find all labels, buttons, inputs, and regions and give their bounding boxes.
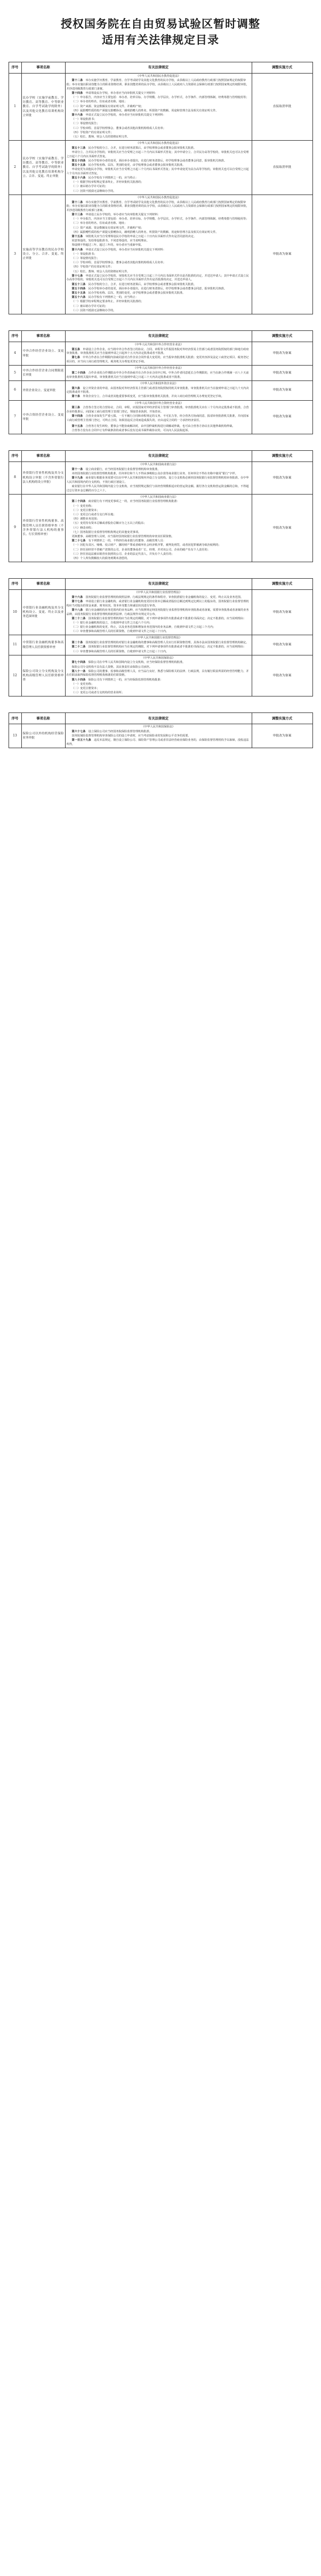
law-article [67, 609, 251, 617]
article-number: 第十六条 [71, 113, 83, 117]
law-source: 《中华人民共和国保险法》 [141, 725, 175, 729]
header-provisions: 有关法律规定 [65, 579, 252, 590]
article-text: 举办实施学历教育、学前教育、自学考试助学及其他文化教育的民办学校，由县级以上人民政府教育行政部门按照国家规定的权限审批；举办实施以职业技能为主的职业资格培训、职业技能培训的民办学校，由县级以上人民政府人力资源社会保障行政部门按照国家规定的权限审批，并抄送同级教育行政部门备案。 [66, 79, 249, 91]
law-article [67, 291, 251, 296]
law-article [67, 114, 251, 118]
article-number: 第二十四条 [71, 371, 86, 375]
regulation-tables [0, 62, 321, 749]
law-provisions [65, 195, 252, 314]
law-article [67, 415, 251, 423]
table-header-row [9, 450, 312, 461]
regulation-table [9, 712, 313, 748]
law-provisions [65, 342, 252, 365]
law-clause: （四）属捐赠性质的校产须提交捐赠协议，载明捐赠人的姓名、所捐资产的数额、用途和管理方法及相关有效证明文件。 [71, 109, 219, 112]
header-adjustment: 调整实施方式 [252, 330, 312, 342]
article-number: 第十七条 [71, 274, 83, 278]
law-clause: （七）国务院银行业监督管理机构规定的其他变更事项。 [71, 530, 141, 534]
law-clause: （三）资产来源、资金数额及有效证明文件，并载明产权； [71, 226, 144, 230]
law-article [67, 147, 251, 151]
law-clause: （三）因资不抵债无法继续办学的。 [71, 309, 116, 312]
adjustment-mode: 直接取消审批 [252, 141, 312, 195]
item-name: 实施高等学历教育的民办学校设立、分立、合并、变更、终止审批 [21, 195, 65, 314]
law-clause: （二）担任因经营不善破产清算的公司、企业的董事或者厂长、经理，并对该公司、企业的破产负有个人责任的； [71, 548, 210, 552]
law-clause: （二）举办者的姓名、住址或者名称、地址； [71, 100, 127, 104]
law-article [67, 248, 251, 253]
item-name: 中外合资经营企业设立、变更审批 [21, 400, 65, 434]
law-clause: （三）因资不抵债无法继续办学的。 [71, 189, 116, 193]
law-clause: （二）变更注册资本； [71, 687, 100, 690]
law-clause: （三）学校章程、首届学校理事会、董事会或者其他决策机构组成人员名单； [71, 261, 166, 265]
article-text: 申请筹设民办学校，举办者应当向审批机关提交下列材料： [85, 92, 158, 95]
article-text: 申请正式设立民办学校的，举办者应当向审批机关提交下列材料： [85, 248, 166, 252]
law-clause: （二）银行业金融机构的变更、终止，以及业务范围和增加业务范围内的业务品种，自收到申请文件之日起三个月内； [71, 626, 216, 629]
law-provisions [65, 380, 252, 400]
article-text: 设立保险公司应当经国务院保险监督管理机构批准。 [88, 730, 152, 734]
adjustment-mode: 审批改为备案 [252, 400, 312, 434]
law-article [67, 176, 251, 181]
header-provisions: 有关法律规定 [65, 450, 252, 461]
law-clause: （二）举办者的姓名、住址或者名称、地址； [71, 222, 127, 225]
article-number: 第十四条 [71, 415, 83, 418]
article-number: 第五十四条 [71, 159, 86, 163]
law-clause: （一）筹设批准书； [71, 118, 97, 121]
article-text: 合营各方签订的合营协议、合同、章程，应报国家对外经济贸易主管部门审查批准。审查批准机关应在三个月内决定批准或不批准。合营企业经批准后，向国家工商行政管理主管部门登记，领取营业执照，开始营业。 [66, 406, 249, 414]
law-article [67, 213, 251, 217]
law-article [67, 730, 251, 734]
regulation-table [9, 62, 313, 314]
header-item-name: 事项名称 [21, 450, 65, 461]
article-number: 第二十四条 [71, 500, 86, 504]
page-break [0, 562, 321, 578]
article-text: 申请设立银行业金融机构，或者银行业金融机构变更持有资本总额或者股份总额达到规定比例以上的股东的，国务院银行业监督管理机构应当对股东的资金来源、财务状况、资本补充能力和诚信状况进行审查。 [66, 600, 249, 607]
item-name: 外资企业设立、变更审批 [21, 380, 65, 400]
adjustment-mode: 审批改为备案 [252, 655, 312, 696]
law-clause: （一）根据学校章程规定要求终止，并经审批机关批准的； [71, 300, 144, 304]
item-name: 民办学校（实施学前教育、学历教育、高等教育、中等职业教育、自学考试助学的除外）以及其他文化教育培训机构设立审批 [21, 73, 65, 140]
header-item-name: 事项名称 [21, 330, 65, 342]
article-number: 第十五条 [71, 235, 83, 238]
article-text: 民办学校的分立、合并，在进行财务清算后，由学校理事会或者董事会报审批机关批准。 [88, 282, 196, 286]
law-clause: 国务院保险监督管理机构审查保险公司的设立申请时，应当考虑保险业的发展和公平竞争的需要。 [71, 734, 191, 738]
item-name: 保险公司以外的机构经营保险业务审批 [21, 724, 65, 748]
article-text: 设立外资企业的申请，由国务院对外经济贸易主管部门或者国务院授权的机关审查批准。审查批准机关应当在接到申请之日起九十天内决定批准或者不批准。 [66, 386, 249, 394]
article-text: 商业银行根据业务需要可以在中华人民共和国境内外设立分支机构。设立分支机构必须经国务院银行业监督管理机构审查批准。在中华人民共和国境内的分支机构，不按行政区划设立。 [66, 476, 249, 484]
law-article [67, 641, 251, 645]
article-text: 合营企业如发生严重亏损、一方不履行合同和章程规定的义务、不可抗力等，经合营各方协商同意，报请审查批准机关批准，并向国家工商行政管理主管部门登记，可终止合同。如果因违反合同而造成损失的，应由违反合同的一方承担经济责任。 [66, 415, 249, 422]
article-number: 第五十三条 [71, 146, 86, 150]
article-number: 第十二条 [71, 200, 83, 204]
law-article [67, 164, 251, 168]
article-number: 第十三条 [71, 213, 83, 217]
law-provisions [65, 141, 252, 195]
header-no: 序号 [9, 330, 21, 342]
header-provisions: 有关法律规定 [65, 330, 252, 342]
article-text: 举办实施学历教育、学前教育、自学考试助学及其他文化教育的民办学校，由县级以上人民政府教育行政部门按照国家规定的权限审批；举办实施以职业技能为主的职业资格培训、职业技能培训的民办学校，由县级以上人民政府人力资源社会保障行政部门按照国家规定的权限审批，并抄送同级教育行政部门备案。 [66, 200, 249, 212]
law-clause: （三）学校章程、首届学校理事会、董事会或者其他决策机构组成人员名单； [71, 126, 166, 130]
law-clause: （三）变更公司或者分支机构的营业场所； [71, 691, 125, 695]
title-line-1: 授权国务院在自由贸易试验区暂时调整 [61, 17, 260, 31]
article-number: 第十六条 [71, 248, 83, 252]
law-article [67, 235, 251, 239]
article-number: 第十二条 [71, 79, 83, 83]
law-article [67, 678, 251, 683]
row-number: 7 [9, 400, 21, 434]
header-provisions: 有关法律规定 [65, 62, 252, 73]
law-clause: 未经国务院银行业监督管理机构批准，任何单位和个人不得从事吸收公众存款等商业银行业务，任何单位不得在名称中使用“银行”字样。 [71, 472, 238, 475]
law-article [67, 287, 251, 291]
law-article [67, 739, 251, 747]
article-number: 第五十四条 [71, 287, 86, 290]
law-provisions [65, 461, 252, 494]
law-article [67, 645, 251, 650]
adjustment-mode: 审批改为备案 [252, 342, 312, 365]
law-clause: （一）根据学校章程规定要求终止，并经审批机关批准的； [71, 181, 144, 184]
article-number: 第五十三条 [71, 282, 86, 286]
law-source: 《中华人民共和国外资企业法》 [139, 382, 178, 385]
law-article [67, 661, 251, 665]
law-clause: （五）校长、教师、财会人员的资格证明文件。 [71, 135, 130, 139]
adjustment-mode: 审批改为备案 [252, 590, 312, 635]
article-number: 第二十二条 [71, 645, 86, 649]
law-article [67, 617, 251, 621]
article-text: 外资企业分立、合并或者其他重要事项变更，应当报审查批准机关批准，并向工商行政管理机关办理变更登记手续。 [83, 395, 224, 399]
article-number: 第六十七条 [71, 730, 86, 734]
row-number: 3 [9, 195, 21, 314]
law-provisions [65, 494, 252, 562]
table-header-row [9, 579, 312, 590]
law-clause: 保险公司分支机构不具有法人资格，其民事责任由保险公司承担。 [71, 665, 152, 669]
table-row [9, 141, 312, 195]
article-number: 第五条 [71, 347, 81, 351]
header-no: 序号 [9, 579, 21, 590]
law-clause: （一）变更名称； [71, 504, 94, 508]
law-source: 《中华人民共和国民办教育促进法》 [136, 142, 181, 145]
law-clause: （六）修改章程； [71, 526, 94, 530]
article-text: 国务院银行业监督管理机构应当在规定的期限，对下列申请事项作出批准或者不批准的书面决定；决定不批准的，应当说明理由： [88, 645, 246, 649]
article-text: 申请设立民办学校的，举办者应当向审批机关提交下列材料： [85, 213, 160, 217]
law-clause: （一）因犯有贪污、贿赂、侵占财产、挪用财产罪或者破坏社会经济秩序罪，被判处刑罚，或者因犯罪被剥夺政治权利的； [71, 544, 221, 547]
article-text: 民办学校举办者的变更，须由举办者提出，在进行财务清算后，经学校理事会或者董事会同意，报审批机关核准。 [88, 287, 227, 290]
law-source: 《中华人民共和国商业银行法》 [139, 463, 178, 466]
adjustment-mode: 审批改为备案 [252, 635, 312, 655]
law-article [67, 371, 251, 379]
article-number: 第五十六条 [71, 296, 86, 299]
table-row [9, 366, 312, 381]
law-provisions [65, 655, 252, 696]
article-number: 第十一条 [71, 467, 83, 471]
table-row [9, 635, 312, 655]
item-name: 中资银行业金融机构及其分支机构设立、变更、终止以及业务范围审批 [21, 590, 65, 635]
law-source: 《中华人民共和国银行业监督管理法》 [134, 591, 182, 595]
article-number: 第十条 [71, 395, 81, 399]
article-number: 第五十六条 [71, 176, 86, 180]
article-number: 第五十五条 [71, 164, 86, 167]
page-break [0, 696, 321, 712]
law-source: 《中华人民共和国商业银行法》 [139, 495, 178, 499]
law-clause: 筹设期不得超过三年。超过三年的，举办者应当重新申报。 [71, 244, 144, 247]
law-clause: （二）被吊销办学许可证的； [71, 185, 108, 189]
law-clause: （四）调整业务范围； [71, 517, 100, 521]
article-text: 申请正式设立民办学校的，举办者应当向审批机关提交下列材料： [85, 113, 166, 117]
article-number: 第八十一条 [71, 669, 86, 673]
law-article [67, 596, 251, 600]
article-text: 国务院银行业监督管理机构依照法律、行政法规规定的条件和程序，审查批准银行业金融机构的设立、变更、终止以及业务范围。 [85, 595, 244, 599]
row-number: 4 [9, 342, 21, 365]
law-clause: （三）担任因违法被吊销营业执照的公司、企业的法定代表人，并负有个人责任的； [71, 552, 174, 556]
article-number: 第二十七条 [71, 539, 86, 543]
article-text: 商业银行有下列变更事项之一的，应当经国务院银行业监督管理机构批准： [88, 500, 180, 504]
law-clause: （一）申办报告，内容应当主要包括：举办者、培养目标、办学规模、办学层次、办学形式、办学条件、内部管理体制、经费筹措与管理使用等； [71, 96, 249, 100]
law-source: 《中华人民共和国民办教育促进法》 [136, 196, 181, 199]
law-source: 《中华人民共和国民办教育促进法》 [136, 74, 181, 78]
law-clause: （二）被吊销办学许可证的； [71, 304, 108, 308]
article-text: 保险公司有下列情形之一的，应当经保险监督管理机构批准： [88, 678, 163, 682]
document-title [0, 7, 321, 54]
law-clause: （二）筹设情况报告； [71, 256, 100, 260]
law-article [67, 670, 251, 678]
law-article [67, 159, 251, 164]
law-article [67, 395, 251, 399]
law-provisions [65, 724, 252, 748]
table-header-row [9, 330, 312, 342]
regulation-table [9, 578, 313, 696]
law-article [67, 356, 251, 364]
adjustment-mode: 审批改为备案 [252, 494, 312, 562]
header-adjustment: 调整实施方式 [252, 579, 312, 590]
header-adjustment: 调整实施方式 [252, 713, 312, 724]
table-row [9, 655, 312, 696]
table-row [9, 195, 312, 314]
item-name: 保险公司设立分支机构及分支机构高级管理人员任职资格审查 [21, 655, 65, 696]
row-number: 2 [9, 141, 21, 195]
article-text: 中外合作者在合作期限内协商同意对合作企业合同作重大变更的，应当报审查批准机关批准；变更内容涉及法定工商登记项目、税务登记项目的，应当向工商行政管理机关、税务机关办理变更登记手续。 [66, 356, 249, 364]
law-clause: （一）变更名称； [71, 682, 94, 686]
article-text: 申请正式设立民办学校的，审批机关应当自受理之日起三个月内以书面形式作出是否批准的决定，并送达申请人；其中申请正式设立民办高等学校的，审批机关也可以自受理之日起六个月内以书面形式作出是否批准的决定，并送达申请人。 [66, 274, 249, 282]
header-item-name: 事项名称 [21, 579, 65, 590]
article-text: 民办学校的分立、合并，在进行财务清算后，由学校理事会或者董事会报审批机关批准。 [88, 146, 196, 150]
law-clause: （三）审查董事和高级管理人员的任职资格，自收到申请文件之日起三十日内。 [71, 630, 169, 634]
law-source: 《中华人民共和国银行业监督管理法》 [134, 636, 182, 640]
table-row [9, 73, 312, 140]
law-clause: （一）申办报告，内容应当主要包括：举办者、培养目标、办学规模、办学层次、办学形式、办学条件、内部管理体制、经费筹措与管理使用等； [71, 217, 249, 221]
row-number: 9 [9, 494, 21, 562]
law-article [67, 500, 251, 504]
law-clause: （三）资产来源、资金数额及有效证明文件，并载明产权； [71, 104, 144, 108]
law-article [67, 201, 251, 213]
article-number: 第十五条 [71, 424, 83, 428]
table-row [9, 400, 312, 434]
article-text: 保险公司的董事、监事和高级管理人员，应当品行良好，熟悉与保险相关的法律、行政法规，具有履行职责所需的经营管理能力，并在任职前取得保险监督管理机构核准的任职资格。 [66, 669, 249, 677]
adjustment-mode: 审批改为备案 [252, 366, 312, 381]
article-text: 保险公司在中华人民共和国境内设立分支机构，应当经保险监督管理机构批准。 [88, 661, 186, 665]
table-row [9, 380, 312, 400]
row-number: 5 [9, 366, 21, 381]
law-clause: 申请变更为其他民办学校，审批机关应当自受理之日起三个月内以书面形式答复；其中申请变更为民办高等学校的，审批机关也可以自受理之日起六个月内以书面形式答复。 [66, 168, 249, 175]
row-number: 1 [9, 73, 21, 140]
law-provisions [65, 590, 252, 635]
law-article [67, 79, 251, 91]
law-provisions [65, 635, 252, 655]
article-text: 银行业金融机构业务范围内的业务品种，应当按照规定经国务院银行业监督管理机构审查批准或者备案。需要审查批准或者备案的业务品种，由国务院银行业监督管理机构依照法律、行政法规作出规定并公布。 [66, 608, 249, 616]
law-clause: （五）校长、教师、财会人员的资格证明文件。 [71, 270, 130, 273]
article-number: 第六条 [71, 386, 81, 390]
law-clause: （一）筹设批准书； [71, 252, 97, 256]
item-name: 外资银行营业性机构及其分支机构设立审批（不含外资银行法人机构的设立审批） [21, 461, 65, 494]
law-article [67, 406, 251, 414]
article-text: 申请设立合作企业，应当将中外合作者签订的协议、合同、章程等文件报国务院对外经济贸易主管部门或者国务院授权的部门和地方政府审查批准。审查批准机关应当自接到申请之日起四十五天内决定批准或者不批准。 [66, 347, 249, 355]
article-number: 第二十二条 [71, 617, 86, 620]
header-adjustment: 调整实施方式 [252, 62, 312, 73]
table-row [9, 342, 312, 365]
law-article [67, 283, 251, 287]
row-number: 12 [9, 655, 21, 696]
law-clause: （四）个人所负数额较大的债务到期未清偿的。 [71, 556, 130, 560]
header-no: 序号 [9, 713, 21, 724]
regulation-table [9, 330, 313, 434]
law-provisions [65, 366, 252, 381]
item-name: 中外合作经营企业合同期限延长审批 [21, 366, 65, 381]
article-text: 民办学校举办者的变更，须由举办者提出，在进行财务清算后，经学校理事会或者董事会同意，报审批机关核准。 [88, 159, 227, 163]
article-text: 审批机关应当自受理筹设民办学校的申请之日起三十日内以书面形式作出是否同意的决定。 [85, 235, 196, 238]
article-text: 违反本法规定，擅自设立保险公司、保险资产管理公司或者非法经营商业保险业务的，由保险监督管理机构予以取缔，没收违法所得。 [66, 739, 249, 747]
article-text: 合营各方发生纠纷，董事会不能协商解决时，由中国仲裁机构进行调解或仲裁，也可由合营各方协议在其他仲裁机构仲裁。 [85, 424, 235, 428]
law-clause: 同意筹设的，发给筹设批准书。不同意筹设的，应当说明理由。 [71, 239, 149, 243]
article-number: 第七条 [71, 356, 81, 360]
article-number: 第一百五十九条 [71, 739, 91, 742]
law-clause: （三）审查董事和高级管理人员的任职资格，自收到申请文件之日起三十日内。 [71, 650, 169, 653]
law-provisions [65, 400, 252, 434]
article-text: 国务院银行业监督管理机构应当在规定的期限，对下列申请事项作出批准或者不批准的书面决定；决定不批准的，应当说明理由： [88, 617, 246, 620]
header-no: 序号 [9, 62, 21, 73]
article-text: 设立商业银行，应当经国务院银行业监督管理机构审查批准。 [85, 467, 160, 471]
law-clause: （四）学校资产的有效证明文件； [71, 265, 114, 269]
item-name: 外资银行营业性机构董事、高级管理人员任职资格审查（不含外资银行法人机构的董事长、行长资格审查） [21, 494, 65, 562]
row-number: 10 [9, 590, 21, 635]
row-number: 8 [9, 461, 21, 494]
law-article [67, 387, 251, 395]
article-number: 第七十四条 [71, 661, 86, 665]
law-clause: 申请分立、合并民办学校的，审批机关应当自受理之日起三个月内以书面形式答复；其中申请分立、合并民办高等学校的，审批机关也可以自受理之日起六个月内以书面形式答复。 [66, 150, 249, 158]
regulation-table [9, 450, 313, 562]
law-clause: 更换董事、高级管理人员时，应当报经国务院银行业监督管理机构审查其任职资格。 [71, 534, 174, 538]
law-provisions [65, 73, 252, 140]
law-clause: （五）变更持有资本总额或者股份总额百分之五以上的股东； [71, 522, 147, 525]
law-clause: （三）变更总行或者分支行所在地； [71, 513, 116, 516]
article-text: 民办学校名称、层次、类别的变更，由学校理事会或者董事会报审批机关批准。 [88, 164, 186, 167]
law-article [67, 296, 251, 300]
document-page [0, 0, 321, 748]
law-clause: （一）银行业金融机构的设立，自收到申请文件之日起六个月内； [71, 621, 152, 625]
title-line-2: 适用有关法律规定目录 [102, 33, 219, 46]
law-article [67, 274, 251, 282]
article-text: 民办学校名称、层次、类别的变更，由学校理事会或者董事会报审批机关批准。 [88, 291, 186, 295]
adjustment-mode: 审批改为备案 [252, 380, 312, 400]
law-clause: （四）学校资产的有效证明文件； [71, 131, 114, 134]
article-number: 第十九条 [71, 476, 83, 480]
law-source: 《中华人民共和国中外合作经营企业法》 [133, 343, 183, 346]
law-article [67, 468, 251, 472]
header-item-name: 事项名称 [21, 62, 65, 73]
law-article [67, 92, 251, 96]
law-clause: （二）筹设情况报告； [71, 122, 100, 126]
table-header-row [9, 62, 312, 73]
article-text: 民办学校有下列情形之一的，应当终止： [88, 176, 139, 180]
law-clause: 合营各方没有在合同中订有仲裁条款的或者事后没有达成书面仲裁协议的，可以向人民法院起诉。 [71, 428, 191, 432]
article-text: 有下列情形之一的，不得担任商业银行的董事、高级管理人员： [88, 539, 166, 543]
law-source: 《中华人民共和国保险法》 [141, 656, 175, 660]
article-number: 第三条 [71, 406, 81, 410]
article-number: 第十六条 [71, 595, 83, 599]
table-row [9, 461, 312, 494]
law-clause: 商业银行在中华人民共和国境内设立分支机构，应当按照规定拨付与其经营规模相适应的营运资金额。拨付各分支机构营运资金额的总和，不得超过总行资本金总额的百分之六十。 [66, 484, 249, 492]
row-number: 13 [9, 724, 21, 748]
item-name: 民办学校（实施学前教育、学历教育、高等教育、中等职业教育、自学考试助学的除外）以及其他文化教育培训机构分立、合并、变更、终止审批 [21, 141, 65, 195]
article-text: 国务院银行业监督管理机构对银行业金融机构的董事和高级管理人员实行任职资格管理。具体办法由国务院银行业监督管理机构制定。 [85, 641, 249, 645]
article-number: 第十八条 [71, 608, 83, 612]
law-article [67, 600, 251, 608]
row-number: 6 [9, 380, 21, 400]
page-break [0, 314, 321, 330]
header-no: 序号 [9, 450, 21, 461]
law-article [67, 348, 251, 356]
item-name: 中资银行业金融机构董事和高级管理人员任职资格审查 [21, 635, 65, 655]
law-clause: （二）变更注册资本； [71, 508, 100, 512]
adjustment-mode: 审批改为备案 [252, 461, 312, 494]
law-article [67, 539, 251, 544]
adjustment-mode: 审批改为备案 [252, 195, 312, 314]
article-number: 第五十五条 [71, 291, 86, 295]
law-clause: （四）属捐赠性质的校产须提交捐赠协议，载明捐赠人的姓名、所捐资产的数额、用途和管理方法及相关有效证明文件。 [71, 230, 219, 234]
page-break [0, 434, 321, 450]
adjustment-mode: 直接取消审批 [252, 73, 312, 140]
law-article [67, 476, 251, 484]
article-number: 第十四条 [71, 92, 83, 95]
law-source: 《中华人民共和国中外合作经营企业法》 [133, 367, 183, 370]
table-header-row [9, 713, 312, 724]
item-name: 中外合作经营企业设立、变更审批 [21, 342, 65, 365]
header-adjustment: 调整实施方式 [252, 450, 312, 461]
adjustment-mode: 审批改为备案 [252, 724, 312, 748]
article-number: 第二十条 [71, 641, 83, 645]
header-item-name: 事项名称 [21, 713, 65, 724]
law-source: 《中华人民共和国中外合资经营企业法》 [133, 401, 183, 405]
law-article [67, 425, 251, 429]
article-number: 第十七条 [71, 600, 83, 603]
row-number: 11 [9, 635, 21, 655]
table-row [9, 724, 312, 748]
article-text: 合作企业的合作期限由中外合作者协商并在合作企业合同中订明。中外合作者同意延长合作期限的，应当在距合作期满一百八十天前向审查批准机关提出申请。审查批准机关应当自接到申请之日起三十天内决定批准或者不批准。 [66, 371, 249, 379]
table-row [9, 494, 312, 562]
article-text: 民办学校有下列情形之一的，应当终止： [88, 296, 139, 299]
header-provisions: 有关法律规定 [65, 713, 252, 724]
table-row [9, 590, 312, 635]
article-number: 第八十四条 [71, 678, 86, 682]
